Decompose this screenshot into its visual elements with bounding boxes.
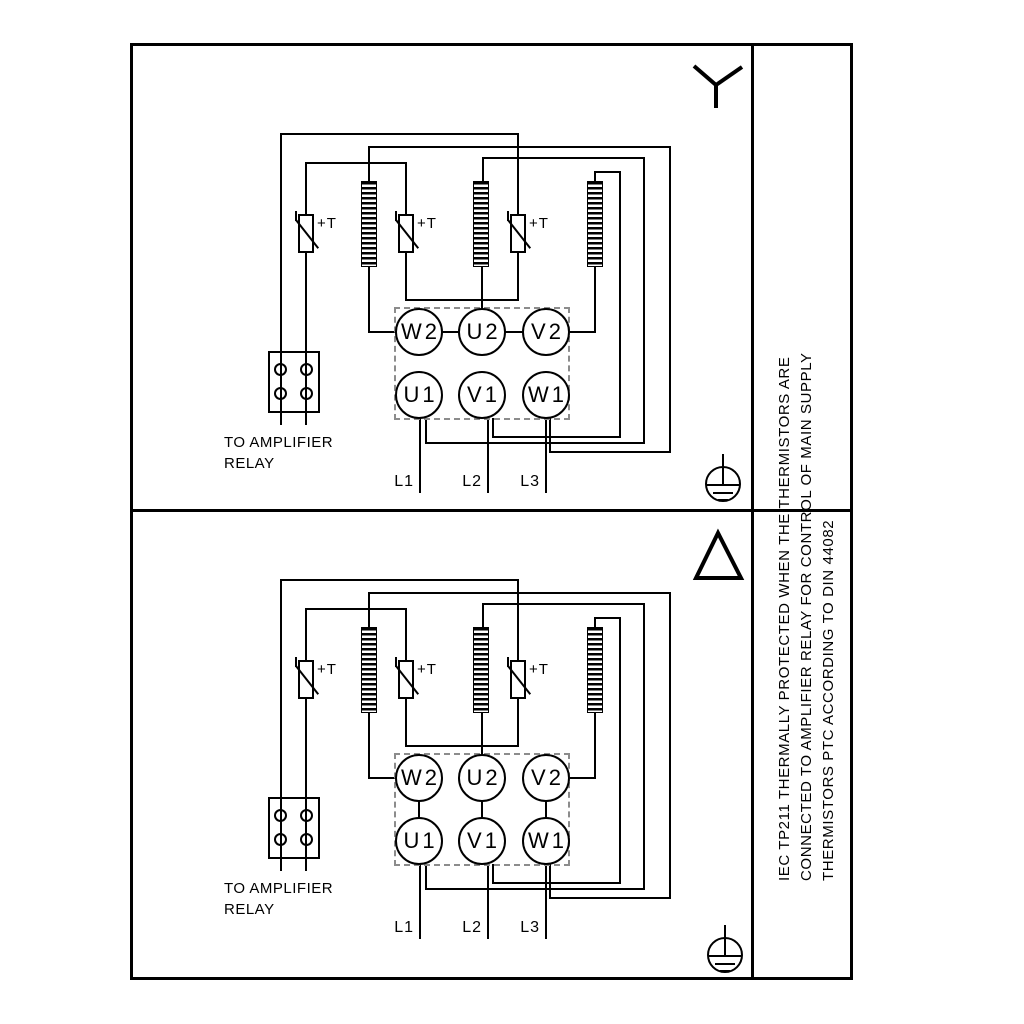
wire-segment bbox=[419, 864, 421, 939]
wire-segment bbox=[549, 451, 671, 453]
panel-divider bbox=[130, 509, 853, 512]
wire-segment bbox=[643, 603, 645, 890]
terminal-v1: V1 bbox=[458, 817, 506, 865]
wire-segment bbox=[482, 603, 484, 628]
wire-segment bbox=[425, 888, 645, 890]
motor-winding-coil bbox=[361, 627, 377, 713]
wire-segment bbox=[619, 617, 621, 884]
wire-segment bbox=[570, 331, 596, 333]
thermistor-strike-tick bbox=[507, 657, 509, 667]
wire-segment bbox=[669, 592, 671, 899]
wire-segment bbox=[482, 157, 645, 159]
wire-segment bbox=[419, 418, 421, 493]
ptc-thermistor-symbol bbox=[392, 652, 424, 704]
wire-segment bbox=[517, 252, 519, 301]
wire-segment bbox=[305, 608, 407, 610]
thermistor-label: +T bbox=[317, 661, 337, 678]
side-note-line-3: THERMISTORS PTC ACCORDING TO DIN 44082 bbox=[820, 519, 837, 881]
side-note-line-1: IEC TP211 THERMALLY PROTECTED WHEN THE THERMISTORS ARE bbox=[776, 356, 793, 881]
wire-segment bbox=[305, 162, 407, 164]
wire-segment bbox=[594, 712, 596, 779]
terminal-v1: V1 bbox=[458, 371, 506, 419]
terminal-u1: U1 bbox=[395, 817, 443, 865]
wire-segment bbox=[481, 712, 483, 755]
side-note-line-2: CONNECTED TO AMPLIFIER RELAY FOR CONTROL OF MAIN SUPPLY bbox=[798, 352, 815, 881]
wire-segment bbox=[492, 864, 494, 884]
wire-segment bbox=[425, 864, 427, 890]
wire-segment bbox=[405, 745, 519, 747]
wire-segment bbox=[549, 418, 551, 453]
wire-segment bbox=[425, 418, 427, 444]
relay-terminal-dot bbox=[274, 363, 287, 376]
relay-terminal-dot bbox=[274, 833, 287, 846]
relay-terminal-dot bbox=[274, 809, 287, 822]
thermistor-strike-tick bbox=[295, 211, 297, 221]
supply-line-l3-label: L3 bbox=[520, 919, 540, 936]
terminal-v2: V2 bbox=[522, 754, 570, 802]
amplifier-relay-block bbox=[268, 797, 320, 859]
relay-caption-line-1: TO AMPLIFIER bbox=[224, 880, 334, 897]
wire-segment bbox=[280, 579, 519, 581]
motor-winding-coil bbox=[361, 181, 377, 267]
terminal-u2: U2 bbox=[458, 754, 506, 802]
wire-segment bbox=[368, 146, 671, 148]
wire-segment bbox=[280, 133, 519, 135]
relay-terminal-dot bbox=[300, 363, 313, 376]
terminal-w1: W1 bbox=[522, 371, 570, 419]
wire-segment bbox=[570, 777, 596, 779]
supply-line-l1-label: L1 bbox=[394, 919, 414, 936]
wire-segment bbox=[549, 864, 551, 899]
wire-segment bbox=[368, 146, 370, 182]
relay-terminal-dot bbox=[274, 387, 287, 400]
terminal-w2: W2 bbox=[395, 308, 443, 356]
wire-segment bbox=[492, 418, 494, 438]
wire-segment bbox=[619, 171, 621, 438]
wire-segment bbox=[549, 897, 671, 899]
wire-segment bbox=[405, 252, 407, 301]
ptc-thermistor-symbol bbox=[292, 652, 324, 704]
thermistor-strike-tick bbox=[395, 657, 397, 667]
relay-caption-line-2: RELAY bbox=[224, 901, 275, 918]
ptc-thermistor-symbol bbox=[392, 206, 424, 258]
supply-line-l2-label: L2 bbox=[462, 473, 482, 490]
terminal-w2: W2 bbox=[395, 754, 443, 802]
protective-earth-icon bbox=[701, 450, 745, 508]
relay-caption-line-2: RELAY bbox=[224, 455, 275, 472]
note-column-divider bbox=[751, 43, 754, 980]
thermistor-label: +T bbox=[417, 215, 437, 232]
terminal-u1: U1 bbox=[395, 371, 443, 419]
wire-segment bbox=[643, 157, 645, 444]
star-icon bbox=[686, 55, 746, 115]
wire-segment bbox=[425, 442, 645, 444]
ptc-thermistor-symbol bbox=[292, 206, 324, 258]
wire-segment bbox=[368, 777, 396, 779]
thermistor-label: +T bbox=[417, 661, 437, 678]
thermistor-label: +T bbox=[317, 215, 337, 232]
wire-segment bbox=[368, 712, 370, 779]
wire-segment bbox=[594, 171, 621, 173]
wire-segment bbox=[669, 146, 671, 453]
wire-segment bbox=[368, 592, 370, 628]
wire-segment bbox=[368, 266, 370, 333]
wire-segment bbox=[405, 299, 519, 301]
wire-segment bbox=[517, 698, 519, 747]
thermistor-label: +T bbox=[529, 215, 549, 232]
wire-segment bbox=[481, 266, 483, 309]
relay-terminal-dot bbox=[300, 387, 313, 400]
wire-segment bbox=[545, 418, 547, 493]
supply-line-l1-label: L1 bbox=[394, 473, 414, 490]
wire-segment bbox=[368, 592, 671, 594]
wire-segment bbox=[545, 864, 547, 939]
delta-icon bbox=[688, 525, 748, 585]
wire-segment bbox=[492, 882, 621, 884]
thermistor-label: +T bbox=[529, 661, 549, 678]
wire-segment bbox=[487, 418, 489, 493]
amplifier-relay-block bbox=[268, 351, 320, 413]
wire-segment bbox=[594, 617, 621, 619]
motor-winding-coil bbox=[473, 181, 489, 267]
terminal-w1: W1 bbox=[522, 817, 570, 865]
motor-winding-coil bbox=[473, 627, 489, 713]
wire-segment bbox=[482, 603, 645, 605]
wire-segment bbox=[368, 331, 396, 333]
thermistor-strike-tick bbox=[295, 657, 297, 667]
protective-earth-icon bbox=[703, 921, 747, 979]
relay-terminal-dot bbox=[300, 833, 313, 846]
supply-line-l2-label: L2 bbox=[462, 919, 482, 936]
ptc-thermistor-symbol bbox=[504, 652, 536, 704]
wire-segment bbox=[405, 698, 407, 747]
terminal-v2: V2 bbox=[522, 308, 570, 356]
thermistor-strike-tick bbox=[395, 211, 397, 221]
relay-terminal-dot bbox=[300, 809, 313, 822]
wire-segment bbox=[482, 157, 484, 182]
motor-winding-coil bbox=[587, 181, 603, 267]
terminal-u2: U2 bbox=[458, 308, 506, 356]
ptc-thermistor-symbol bbox=[504, 206, 536, 258]
wire-segment bbox=[492, 436, 621, 438]
relay-caption-line-1: TO AMPLIFIER bbox=[224, 434, 334, 451]
wire-segment bbox=[594, 266, 596, 333]
wire-segment bbox=[487, 864, 489, 939]
supply-line-l3-label: L3 bbox=[520, 473, 540, 490]
thermistor-strike-tick bbox=[507, 211, 509, 221]
motor-winding-coil bbox=[587, 627, 603, 713]
